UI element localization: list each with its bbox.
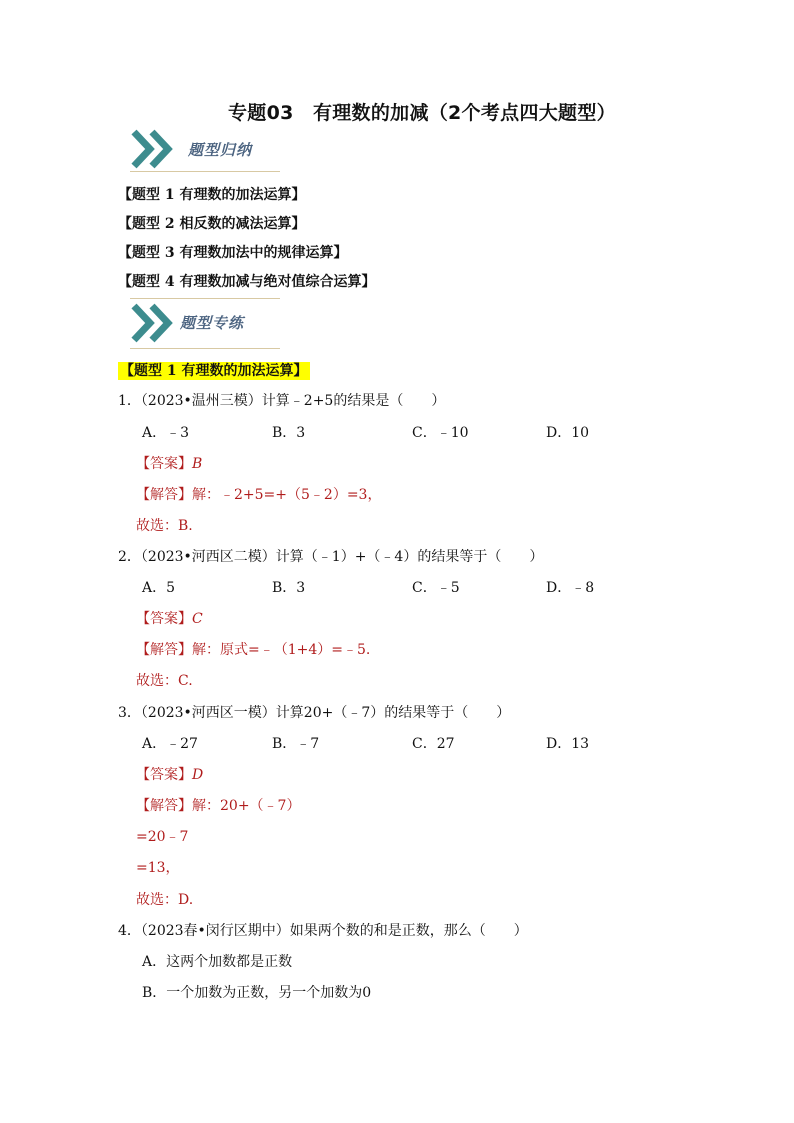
- answer-label: 【答案】: [136, 767, 192, 783]
- option-a: A．这两个加数都是正数: [142, 954, 293, 970]
- option-d: D．﹣8: [546, 580, 595, 596]
- question-stem: 4．（2023春•闵行区期中）如果两个数的和是正数，那么（ ）: [118, 923, 528, 939]
- option-a: A．﹣3: [142, 425, 190, 441]
- solution-label: 【解答】: [136, 798, 192, 814]
- option-d: D．10: [546, 425, 590, 441]
- conclusion: 故选：B.: [136, 518, 193, 534]
- answer-value: C: [192, 611, 203, 627]
- option-d: D．13: [546, 736, 590, 752]
- divider: [130, 171, 280, 172]
- banner-text: 题型专练: [180, 314, 245, 332]
- double-chevron-icon: [130, 126, 180, 172]
- answer-line: [136, 453, 202, 473]
- answer-label: 【答案】: [136, 456, 192, 472]
- option-a: A．﹣27: [142, 736, 198, 752]
- question-stem: 2．（2023•河西区二模）计算（﹣1）+（﹣4）的结果等于（ ）: [118, 549, 544, 565]
- toc-item: 【题型 4 有理数加减与绝对值综合运算】: [118, 274, 376, 290]
- option-c: C．27: [412, 736, 455, 752]
- double-chevron-icon: [130, 300, 180, 346]
- option-b: B．一个加数为正数，另一个加数为0: [142, 985, 372, 1001]
- toc-item: 【题型 1 有理数的加法运算】: [118, 187, 306, 203]
- section-heading: [118, 360, 310, 380]
- solution-line: [136, 795, 300, 815]
- answer-line: [136, 608, 203, 628]
- section-heading-text: 【题型 1 有理数的加法运算】: [120, 363, 308, 379]
- option-b: B．3: [272, 580, 306, 596]
- solution-line: [136, 639, 370, 659]
- question-stem: 3．（2023•河西区一模）计算20+（﹣7）的结果等于（ ）: [118, 705, 511, 721]
- answer-value: B: [192, 456, 203, 472]
- page-title: 专题03 有理数的加减（2个考点四大题型）: [228, 102, 616, 124]
- solution-line: [136, 484, 381, 504]
- solution-label: 【解答】: [136, 487, 192, 503]
- conclusion: 故选：D.: [136, 892, 194, 908]
- section-banner-practice: [130, 298, 280, 344]
- solution-text: 解：20+（﹣7）: [192, 798, 301, 814]
- answer-label: 【答案】: [136, 611, 192, 627]
- option-c: C．﹣10: [412, 425, 469, 441]
- toc-item: 【题型 2 相反数的减法运算】: [118, 216, 306, 232]
- divider: [130, 298, 280, 299]
- solution-label: 【解答】: [136, 642, 192, 658]
- section-banner-summary: [130, 126, 280, 172]
- solution-step: =13，: [136, 860, 180, 876]
- toc-item: 【题型 3 有理数加法中的规律运算】: [118, 245, 348, 261]
- solution-step: =20﹣7: [136, 829, 189, 845]
- conclusion: 故选：C.: [136, 673, 193, 689]
- answer-line: [136, 764, 203, 784]
- option-c: C．﹣5: [412, 580, 460, 596]
- divider: [130, 348, 280, 349]
- solution-text: 解：原式=﹣（1+4）=﹣5.: [192, 642, 371, 658]
- banner-text: 题型归纳: [188, 141, 253, 159]
- option-a: A．5: [142, 580, 176, 596]
- solution-text: 解：﹣2+5=+（5﹣2）=3，: [192, 487, 382, 503]
- option-b: B．3: [272, 425, 306, 441]
- option-b: B．﹣7: [272, 736, 320, 752]
- answer-value: D: [192, 767, 204, 783]
- question-stem: 1．（2023•温州三模）计算﹣2+5的结果是（ ）: [118, 393, 446, 409]
